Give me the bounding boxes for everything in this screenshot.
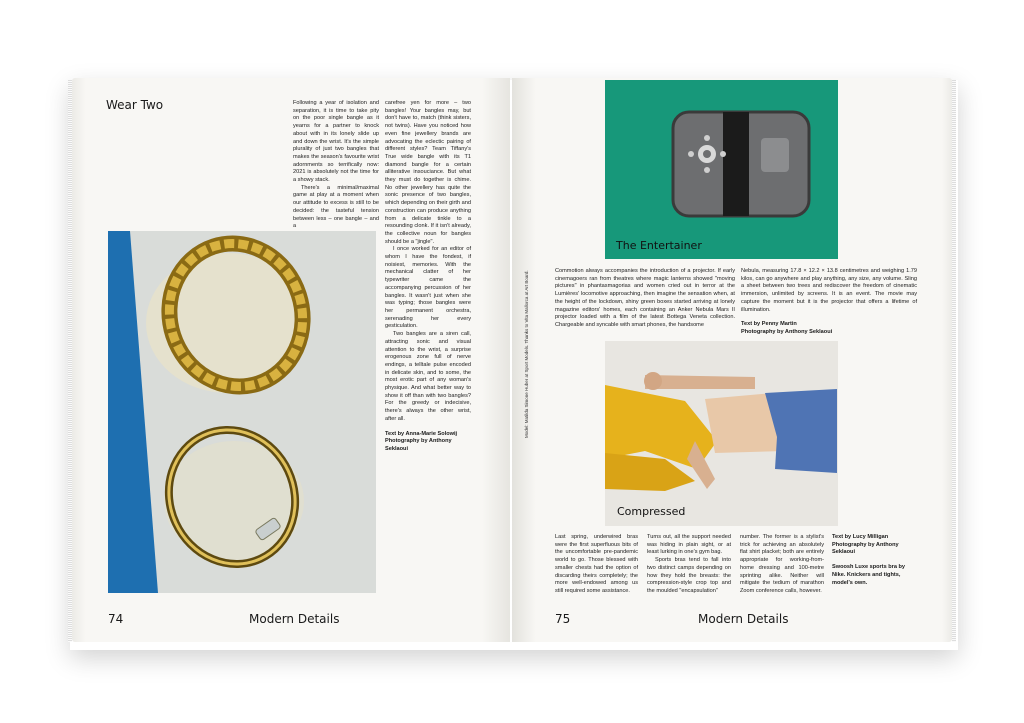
running-title: Modern Details <box>698 612 789 626</box>
product-note: Swoosh Luxe sports bra by Nike. Knickers and tights, model's own. <box>832 564 906 586</box>
paragraph: number. The former is a stylist's trick for achieving an absolutely flat shirt placket; both are entirely appropriate for working-from-home dressing and 100-metre sprinting alike. Neither will mitigate the tedium of marathon Zoom conference calls, however. <box>740 534 824 594</box>
credit-text: Text by Lucy Milligan <box>832 534 889 540</box>
caption-entertainer: The Entertainer <box>616 239 702 252</box>
vertical-credit-note: Model: Matilda Simone Huber at Sport Models. Thanks to Vita Mallorca at Art Board. <box>524 270 529 438</box>
bangles-photo <box>108 231 376 593</box>
sportsbra-illustration <box>605 341 838 526</box>
section-title: Wear Two <box>106 98 164 112</box>
paragraph: carefree yen for more – two bangles! Your bangles may, but don't have to, match (think sisters, not twins). Have you noticed how even fine jewellery brands are advocating the eclectic pairing of different styles? Team Tiffany's True wide bangle with its T1 diamond bangle for a certain alliterative insouciance. But what they must do together is chime. No other jewellery has quite the sonic presence of two bangles, which depending on their girth and construction can produce anything from a delicate tinkle to a resounding clonk. If it isn't already, the collective noun for bangles should be a "jingle". <box>385 100 471 245</box>
credit-text: Text by Anna-Marie Solowij <box>385 430 458 437</box>
running-title: Modern Details <box>249 612 340 626</box>
paragraph: Last spring, underwired bras were the first superfluous bits of the uncomfortable pre-pandemic world to go. Those blessed with smaller chests had the option of discarding theirs completely; the more well-endowed among us still required some assistance. <box>555 534 638 594</box>
entertainer-column-1 <box>555 268 735 330</box>
compressed-column-1 <box>555 534 638 596</box>
projector-photo <box>605 80 838 259</box>
compressed-credits <box>832 534 918 587</box>
paragraph: Nebula, measuring 17.8 × 12.2 × 13.8 centimetres and weighing 1.79 kilos, can go anywhere and play anything, any size, any volume. Sling a sheet between two trees and rediscover the freedom of cinematic immersion, unlimited by screens. It is an event. The movie may capture the moment but it is the projector that offers a lifetime of illumination. <box>741 268 917 313</box>
page-number: 74 <box>108 612 124 626</box>
compressed-column-2 <box>647 534 731 596</box>
credit-photo: Photography by Anthony Seklaoui <box>741 328 833 335</box>
paragraph: Commotion always accompanies the introduction of a projector. If early cinemagoers ran from theatres where magic lanterns showed "moving pictures" in phantasmagorias and women cried out in terror at the Lumières' locomotive approaching, then imagine the sensation when, at the height of the lockdown, shiny green boxes started arriving at lonely magazine editors' homes, each containing an Anker Nebula Mars II projector loaded with a film of the latest Bottega Veneta collection. Chargeable and syncable with smart phones, the handsome <box>555 268 735 328</box>
compressed-column-3 <box>740 534 824 596</box>
credit-photo: Photography by Anthony Seklaoui <box>832 541 899 556</box>
left-page <box>72 78 510 642</box>
credit-photo: Photography by Anthony Seklaoui <box>385 438 452 452</box>
paragraph: There's a minimal/maximal game at play at a moment when our attitude to excess is still to be decided: the tasteful tension between less – one bangle – and a <box>293 184 379 230</box>
paragraph: Turns out, all the support needed was hiding in plain sight, or at least lurking in one's gym bag. <box>647 534 731 556</box>
right-page <box>512 78 952 642</box>
left-column-1 <box>293 100 379 231</box>
paragraph: Sports bras tend to fall into two distinct camps depending on how they hold the breasts: the compression-style crop top and the moulded "encapsulation" <box>647 557 731 594</box>
caption-compressed: Compressed <box>617 505 686 518</box>
left-column-2 <box>385 100 471 454</box>
sportsbra-photo <box>605 341 838 526</box>
paragraph: Two bangles are a siren call, attracting sonic and visual attention to the wrist, a surprise erogenous zone full of nerve endings, a telltale pulse encoded in delicate skin, and to some, the most erotic part of any woman's physique. And what better way to show it off than with two bangles? For the greedy or indecisive, there's always the other wrist, after all. <box>385 331 471 422</box>
projector-illustration <box>605 80 838 259</box>
page-number: 75 <box>555 612 571 626</box>
credit-text: Text by Penny Martin <box>741 321 797 328</box>
page-edge-right <box>952 80 956 642</box>
paragraph: I once worked for an editor of whom I have the fondest, if noisiest, memories. With the mechanical clatter of her typewriter came the accompanying percussion of her bangles. It wasn't just when she was typing; those bangles were her permanent orchestra, serenading her every gesticulation. <box>385 246 471 330</box>
bangles-illustration <box>108 231 376 593</box>
paragraph: Following a year of isolation and separation, it is time to take pity on the poor single bangle as it yearns for a partner to knock about with in its lonely slide up and down the wrist. It's the simple plurality of just two bangles that makes the season's favourite wrist adornments so terrifically now: 2021 is absolutely not the time for a showy stack. <box>293 100 379 184</box>
entertainer-column-2 <box>741 268 917 337</box>
